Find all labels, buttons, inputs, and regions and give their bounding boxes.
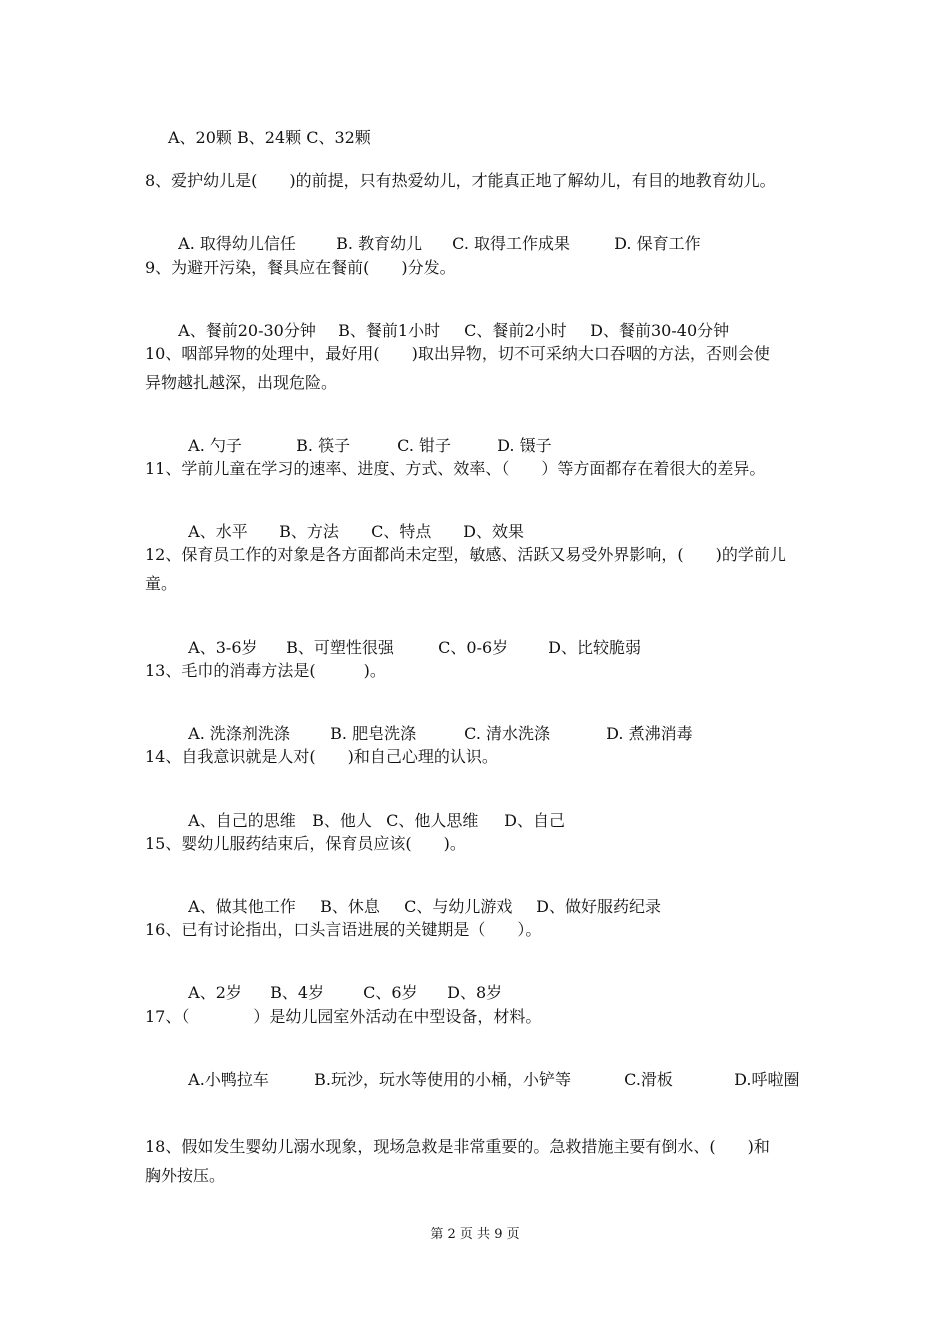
option-d: D.呼啦圈: [734, 1070, 800, 1089]
q7-options: A、20颗 B、24颗 C、32颗: [168, 128, 371, 147]
question-12-continued: 童。: [145, 574, 178, 593]
option-c: C. 取得工作成果: [452, 234, 571, 253]
question-10-continued: 异物越扎越深，出现危险。: [145, 373, 338, 392]
option-d: D、比较脆弱: [548, 638, 642, 657]
page-footer: 第 2 页 共 9 页: [430, 1227, 520, 1242]
option-a: A、3-6岁: [188, 638, 258, 657]
option-a: A. 洗涤剂洗涤: [188, 724, 290, 743]
option-b: B. 肥皂洗涤: [330, 724, 417, 743]
question-10: 10、咽部异物的处理中，最好用( )取出异物，切不可采纳大口吞咽的方法，否则会使: [145, 344, 770, 363]
option-a: A. 勺子: [188, 436, 242, 455]
option-d: D. 保育工作: [614, 234, 701, 253]
option-b: B、他人: [312, 811, 372, 830]
question-12: 12、保育员工作的对象是各方面都尚未定型，敏感、活跃又易受外界影响，( )的学前儿: [145, 545, 786, 564]
question-12-options: [178, 618, 641, 658]
option-b: B. 教育幼儿: [336, 234, 423, 253]
option-c: C、特点: [371, 522, 432, 541]
option-c: C、0-6岁: [438, 638, 509, 657]
option-d: D、效果: [463, 522, 525, 541]
question-8-options: [168, 214, 701, 254]
question-17-options: [178, 1050, 800, 1090]
question-18-continued: 胸外按压。: [145, 1166, 226, 1185]
option-b: B、4岁: [270, 983, 325, 1002]
question-16: 16、已有讨论指出，口头言语进展的关键期是（ ）。: [145, 920, 542, 939]
option-a: A.小鸭拉车: [188, 1070, 269, 1089]
question-18: 18、假如发生婴幼儿溺水现象，现场急救是非常重要的。急救措施主要有倒水、( )和: [145, 1137, 770, 1156]
option-d: D、自己: [504, 811, 566, 830]
question-15: 15、婴幼儿服药结束后，保育员应该( )。: [145, 834, 466, 853]
option-d: D、8岁: [447, 983, 503, 1002]
question-13: 13、毛巾的消毒方法是( )。: [145, 661, 386, 680]
option-c: C、6岁: [363, 983, 418, 1002]
question-14-options: [178, 791, 565, 831]
question-16-options: [178, 963, 502, 1003]
option-c: C、与幼儿游戏: [404, 897, 513, 916]
option-b: B、休息: [320, 897, 380, 916]
option-c: C、餐前2小时: [464, 321, 567, 340]
option-b: B、方法: [279, 522, 339, 541]
option-c: C.滑板: [624, 1070, 673, 1089]
question-8: 8、爱护幼儿是( )的前提，只有热爱幼儿，才能真正地了解幼儿，有目的地教育幼儿。: [145, 171, 776, 190]
option-d: D. 镊子: [497, 436, 552, 455]
question-9-options: [168, 301, 729, 341]
option-b: B、可塑性很强: [286, 638, 394, 657]
option-a: A、做其他工作: [188, 897, 296, 916]
option-b: B. 筷子: [296, 436, 351, 455]
question-10-options: [178, 416, 552, 456]
option-d: D、餐前30-40分钟: [590, 321, 730, 340]
option-d: D. 煮沸消毒: [606, 724, 693, 743]
question-11: 11、学前儿童在学习的速率、进度、方式、效率、（ ）等方面都存在着很大的差异。: [145, 459, 766, 478]
option-a: A、自己的思维: [188, 811, 296, 830]
option-c: C. 钳子: [397, 436, 452, 455]
question-11-options: [178, 502, 524, 542]
question-13-options: [178, 704, 693, 744]
option-b: B.玩沙，玩水等使用的小桶，小铲等: [314, 1070, 572, 1089]
option-c: C. 清水洗涤: [464, 724, 551, 743]
option-c: C、他人思维: [386, 811, 479, 830]
option-b: B、餐前1小时: [338, 321, 441, 340]
question-15-options: [178, 877, 661, 917]
option-a: A、餐前20-30分钟: [178, 321, 316, 340]
question-17: 17、（ ）是幼儿园室外活动在中型设备，材料。: [145, 1007, 542, 1026]
option-a: A、水平: [188, 522, 248, 541]
question-9: 9、为避开污染，餐具应在餐前( )分发。: [145, 258, 456, 277]
question-14: 14、自我意识就是人对( )和自己心理的认识。: [145, 747, 498, 766]
option-a: A. 取得幼儿信任: [178, 234, 296, 253]
option-d: D、做好服药纪录: [536, 897, 662, 916]
option-a: A、2岁: [188, 983, 242, 1002]
